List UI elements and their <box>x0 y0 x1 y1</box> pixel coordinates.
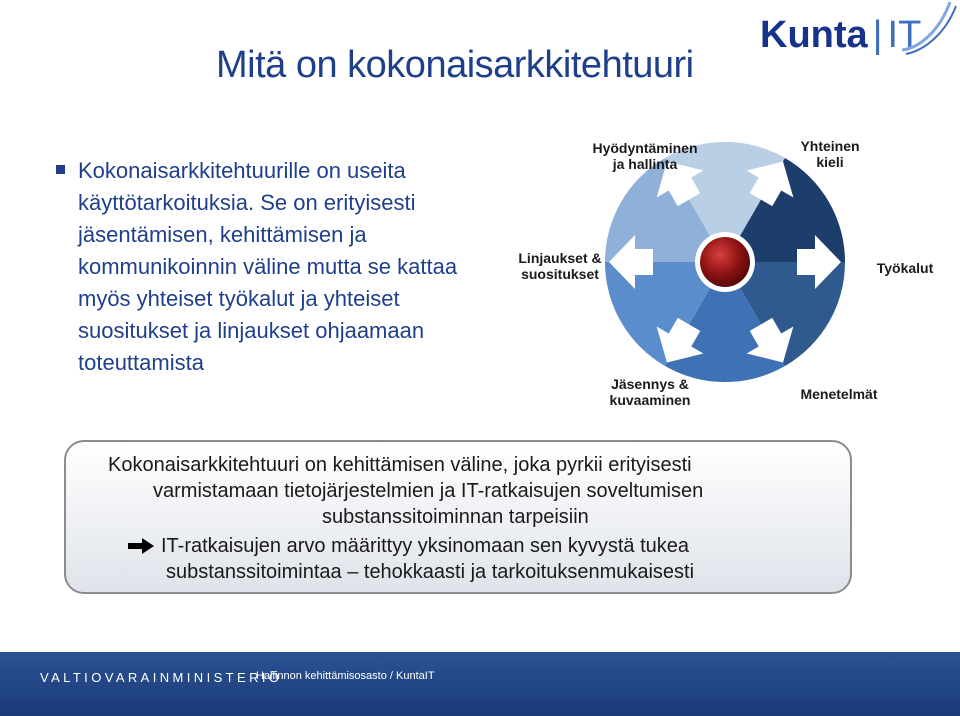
slide-title: Mitä on kokonaisarkkitehtuuri <box>216 44 694 86</box>
kuntait-logo <box>760 12 921 58</box>
bullet-square-icon <box>56 165 65 174</box>
right-arrow-icon <box>128 538 154 554</box>
footer-department: Hallinnon kehittämisosasto / KuntaIT <box>256 670 435 682</box>
label-yhteinen-kieli: Yhteinen kieli <box>800 138 860 170</box>
footer-bar <box>0 652 960 716</box>
logo-text-it: IT <box>887 13 922 56</box>
bullet-item <box>56 155 496 379</box>
label-jasennys: Jäsennys & kuvaaminen <box>609 376 691 408</box>
bullet-text: Kokonaisarkkitehtuurille on useita käyttötarkoituksia. Se on erityisesti jäsentämisen, kehittämisen ja kommunikoinnin väline mutta se kattaa myös yhteiset työkalut ja yhteiset suositukset ja linjaukset ohjaamaan toteuttamista <box>78 158 458 375</box>
footer-organization: VALTIOVARAINMINISTERIÖ <box>40 670 283 685</box>
summary-line-4: IT-ratkaisujen arvo määrittyy yksinomaan sen kyvystä tukea <box>161 535 689 557</box>
logo-swish-icon <box>900 0 960 56</box>
logo-separator: | <box>872 13 883 56</box>
summary-line-5: substanssitoimintaa – tehokkaasti ja tarkoituksenmukaisesti <box>166 561 695 583</box>
cycle-diagram <box>500 120 960 425</box>
summary-line-1: Kokonaisarkkitehtuuri on kehittämisen väline, joka pyrkii erityisesti <box>108 454 692 476</box>
label-linjaukset: Linjaukset & suositukset <box>518 250 602 282</box>
logo-text-kunta: Kunta <box>760 13 868 56</box>
summary-line-3: substanssitoiminnan tarpeisiin <box>322 506 589 528</box>
label-menetelmat: Menetelmät <box>800 386 878 402</box>
label-hyodyntaminen: Hyödyntäminen ja hallinta <box>592 140 698 172</box>
hub-center <box>700 237 750 287</box>
summary-line-2: varmistamaan tietojärjestelmien ja IT-ratkaisujen soveltumisen <box>153 480 704 502</box>
label-tyokalut: Työkalut <box>876 260 934 276</box>
